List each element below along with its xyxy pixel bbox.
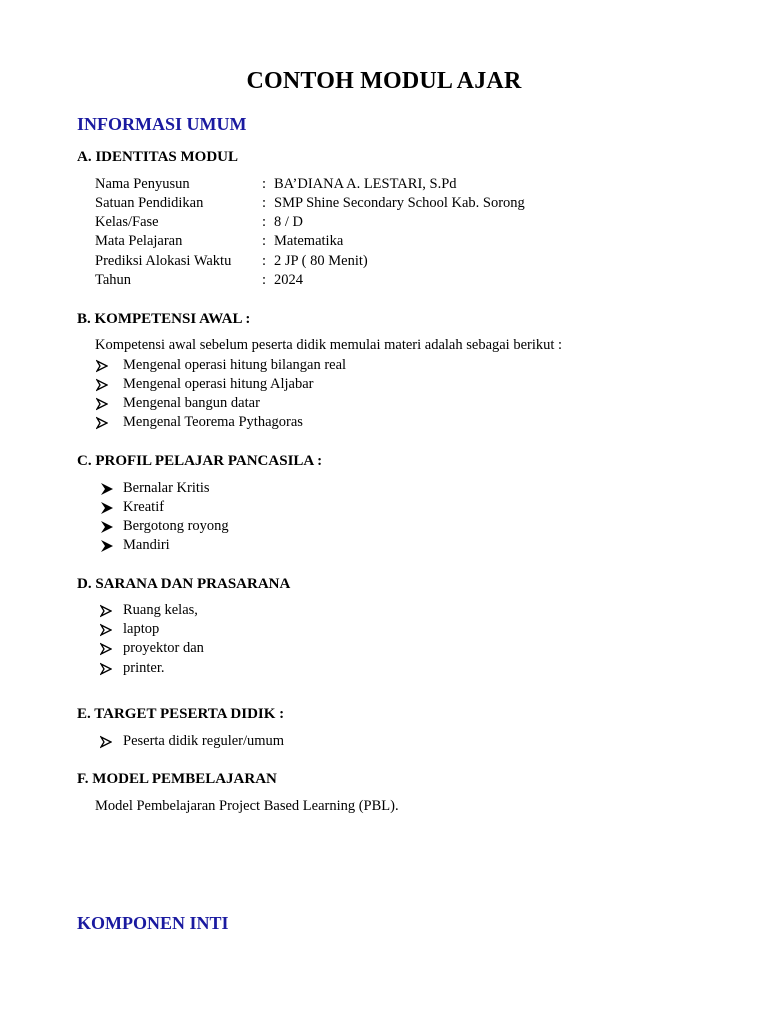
identitas-label: Nama Penyusun bbox=[95, 176, 190, 192]
identitas-colon: : bbox=[262, 233, 267, 249]
list-item-text: Peserta didik reguler/umum bbox=[123, 733, 285, 749]
identitas-colon: : bbox=[262, 214, 267, 230]
identitas-colon: : bbox=[262, 176, 267, 192]
section-informasi-umum: INFORMASI UMUM bbox=[77, 114, 247, 134]
arrow-bullet-icon bbox=[100, 640, 112, 658]
identitas-heading: A. IDENTITAS MODUL bbox=[77, 149, 238, 165]
identitas-value: SMP Shine Secondary School Kab. Sorong bbox=[274, 195, 525, 211]
identitas-label: Prediksi Alokasi Waktu bbox=[95, 253, 232, 269]
list-item-text: Mengenal Teorema Pythagoras bbox=[123, 414, 303, 430]
arrow-bullet-icon bbox=[96, 395, 108, 413]
identitas-value: 8 / D bbox=[274, 214, 303, 230]
list-item-text: Ruang kelas, bbox=[123, 602, 198, 618]
arrow-bullet-icon bbox=[100, 480, 114, 498]
identitas-value: Matematika bbox=[274, 233, 344, 249]
identitas-value: 2 JP ( 80 Menit) bbox=[274, 253, 368, 269]
list-item-text: laptop bbox=[123, 621, 160, 637]
target-heading: E. TARGET PESERTA DIDIK : bbox=[77, 706, 285, 722]
list-item-text: Mandiri bbox=[123, 537, 170, 553]
list-item-text: Kreatif bbox=[123, 499, 165, 515]
identitas-label: Kelas/Fase bbox=[95, 214, 159, 230]
list-item-text: Mengenal operasi hitung bilangan real bbox=[123, 357, 347, 373]
identitas-value: 2024 bbox=[274, 272, 303, 288]
arrow-bullet-icon bbox=[100, 733, 112, 751]
identitas-label: Tahun bbox=[95, 272, 132, 288]
list-item-text: Bernalar Kritis bbox=[123, 480, 210, 496]
list-item-text: Mengenal bangun datar bbox=[123, 395, 260, 411]
arrow-bullet-icon bbox=[100, 499, 114, 517]
arrow-bullet-icon bbox=[100, 518, 114, 536]
identitas-value: BA’DIANA A. LESTARI, S.Pd bbox=[274, 176, 457, 192]
list-item-text: proyektor dan bbox=[123, 640, 204, 656]
sarana-heading: D. SARANA DAN PRASARANA bbox=[77, 576, 291, 592]
profil-heading: C. PROFIL PELAJAR PANCASILA : bbox=[77, 453, 323, 469]
arrow-bullet-icon bbox=[100, 621, 112, 639]
list-item-text: Mengenal operasi hitung Aljabar bbox=[123, 376, 314, 392]
arrow-bullet-icon bbox=[96, 376, 108, 394]
arrow-bullet-icon bbox=[96, 414, 108, 432]
model-heading: F. MODEL PEMBELAJARAN bbox=[77, 771, 277, 787]
identitas-label: Mata Pelajaran bbox=[95, 233, 183, 249]
arrow-bullet-icon bbox=[96, 357, 108, 375]
kompetensi-heading: B. KOMPETENSI AWAL : bbox=[77, 311, 251, 327]
model-text: Model Pembelajaran Project Based Learning (PBL). bbox=[95, 798, 399, 814]
identitas-colon: : bbox=[262, 272, 267, 288]
list-item-text: printer. bbox=[123, 660, 165, 676]
identitas-colon: : bbox=[262, 195, 267, 211]
arrow-bullet-icon bbox=[100, 660, 112, 678]
arrow-bullet-icon bbox=[100, 602, 112, 620]
identitas-label: Satuan Pendidikan bbox=[95, 195, 204, 211]
section-komponen-inti: KOMPONEN INTI bbox=[77, 913, 229, 933]
identitas-colon: : bbox=[262, 253, 267, 269]
list-item-text: Bergotong royong bbox=[123, 518, 229, 534]
document-title: CONTOH MODUL AJAR bbox=[246, 68, 522, 94]
arrow-bullet-icon bbox=[100, 537, 114, 555]
kompetensi-intro: Kompetensi awal sebelum peserta didik memulai materi adalah sebagai berikut : bbox=[95, 337, 563, 353]
